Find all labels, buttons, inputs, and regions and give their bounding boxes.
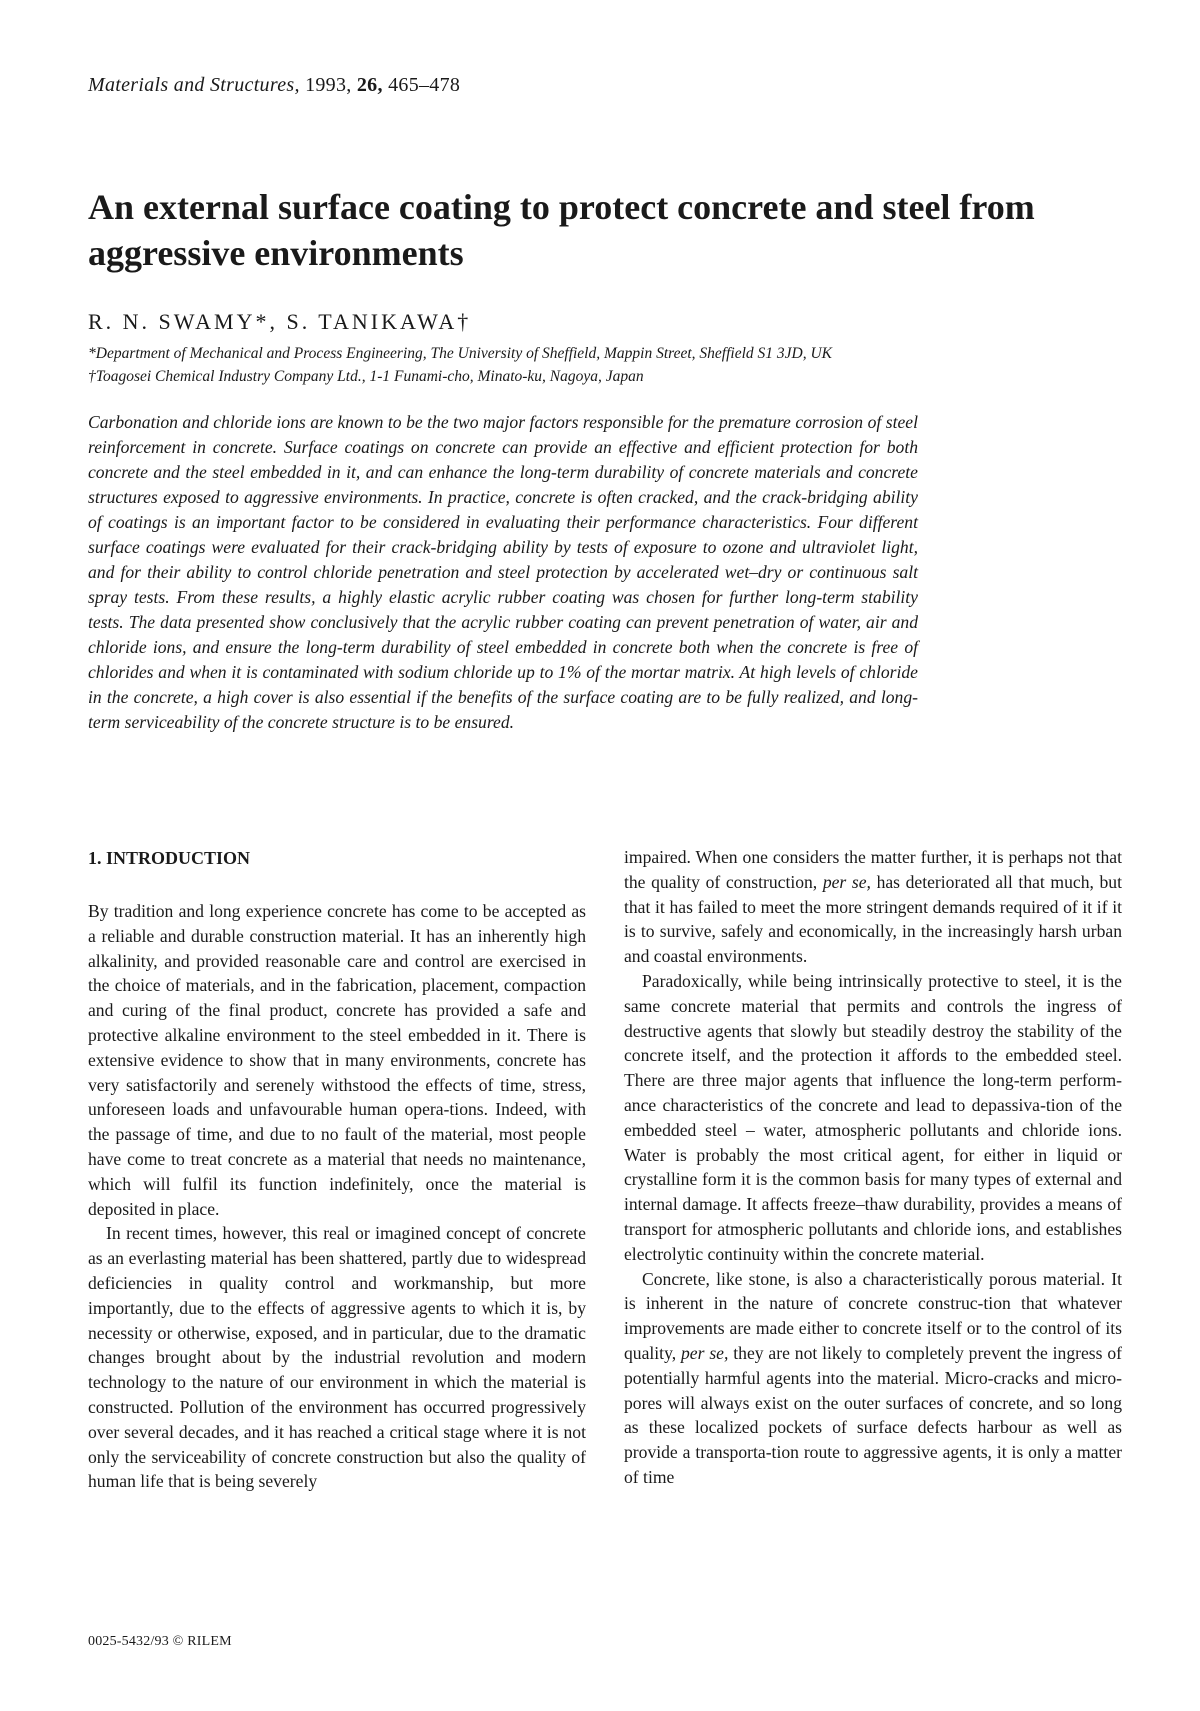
right-column (624, 845, 1122, 1490)
paragraph-text: has deteriorated all that much, but that it has failed to meet the more stringent demands required of it if it is to survive, safely and economically, in the increasingly harsh urban and coastal environments. (624, 871, 1122, 967)
emphasis-text: per se, (681, 1342, 729, 1363)
left-column (88, 899, 586, 1494)
body-paragraph: Paradoxically, while being intrinsically protective to steel, it is the same concrete material that permits and controls the ingress of destructive agents that slowly but steadily destroy the stability of the concrete itself, and the protection it affords to the embedded steel. There are three major agents that influence the long-term perform-ance characteristics of the concrete and lead to depassiva-tion of the embedded steel – water, atmospheric pollutants and chloride ions. Water is probably the most critical agent, for either in liquid or crystalline form it is the common basis for many types of external and internal damage. It affects freeze–thaw durability, provides a means of transport for atmospheric pollutants and chloride ions, and establishes electrolytic continuity within the concrete material. (624, 970, 1122, 1264)
emphasis-text: per se, (822, 871, 871, 892)
paragraph-text: they are not likely to completely prevent the ingress of potentially harmful agents into the material. Micro-cracks and micro-pores will always exist on the outer surfaces of concrete, and so long as these localized pockets of surface defects harbour as well as provide a transporta-tion route to aggressive agents, it is only a matter of time (624, 1342, 1122, 1487)
journal-name: Materials and Structures, (88, 74, 300, 96)
abstract: Carbonation and chloride ions are known to be the two major factors responsible for the premature corrosion of steel reinforcement in concrete. Surface coatings on concrete can provide an effective and efficient protection for both concrete and the steel embedded in it, and can enhance the long-term durability of concrete materials and concrete structures exposed to aggressive environments. In practice, concrete is often cracked, and the crack-bridging ability of coatings is an important factor to be considered in evaluating their performance characteristics. Four different surface coatings were evaluated for their crack-bridging ability by tests of exposure to ozone and ultraviolet light, and for their ability to control chloride penetration and steel protection by accelerated wet–dry or continuous salt spray tests. From these results, a highly elastic acrylic rubber coating was chosen for further long-term stability tests. The data presented show conclusively that the acrylic rubber coating can prevent penetration of water, air and chloride ions, and ensure the long-term durability of steel embedded in concrete both when the concrete is free of chlorides and when it is contaminated with sodium chloride up to 1% of the mortar matrix. At high levels of chloride in the concrete, a high cover is also essential if the benefits of the surface coating are to be fully realized, and long-term serviceability of the concrete structure is to be ensured. (88, 412, 918, 732)
journal-volume: 26, (356, 74, 383, 96)
footer-code: 0025-5432/93 © RILEM (88, 1634, 232, 1649)
body-paragraph (624, 1267, 1122, 1490)
section-heading: 1. INTRODUCTION (88, 848, 251, 868)
paragraph-text: impaired. When one considers the matter further, it is perhaps not that the quality of construction, (624, 847, 1122, 892)
body-paragraph: In recent times, however, this real or imagined concept of concrete as an everlasting material has been shattered, partly due to widespread deficiencies in quality control and workmanship, but more importantly, due to the effects of aggressive agents to which it is, by necessity or otherwise, exposed, and in particular, due to the dramatic changes brought about by the industrial revolution and modern technology to the nature of our environment in which the material is constructed. Pollution of the environment has occurred progressively over several decades, and it has reached a critical stage where it is not only the serviceability of concrete construction but also the quality of human life that is being severely (88, 1223, 586, 1492)
paragraph-text: Concrete, like stone, is also a characteristically porous material. It is inherent in the nature of concrete construc-tion that whatever improvements are made either to concrete itself or to the control of its quality, (624, 1268, 1122, 1363)
affiliation-sheffield: *Department of Mechanical and Process Engineering, The University of Sheffield, Mappin Street, Sheffield S1 3JD, UK (88, 345, 832, 362)
article-authors: R. N. SWAMY*, S. TANIKAWA† (88, 309, 472, 334)
journal-citation (88, 74, 460, 97)
body-paragraph: By tradition and long experience concrete has come to be accepted as a reliable and durable construction material. It has an inherently high alkalinity, and provided reasonable care and control are exercised in the choice of materials, and in the fabrication, placement, compaction and curing of the final product, concrete has provided a safe and protective alkaline environment to the steel embedded in it. There is extensive evidence to show that in many environments, concrete has very satisfactorily and serenely withstood the effects of time, stress, unforeseen loads and unfavourable human opera-tions. Indeed, with the passage of time, and due to no fault of the material, most people have come to treat concrete as a material that needs no maintenance, which will fulfil its function indefinitely, once the material is deposited in place. (88, 901, 586, 1219)
affiliation-toagosei: †Toagosei Chemical Industry Company Ltd., 1-1 Funami-cho, Minato-ku, Nagoya, Japan (88, 368, 644, 385)
article-title: An external surface coating to protect concrete and steel from aggressive environments (88, 187, 1035, 273)
body-paragraph (624, 845, 1122, 969)
journal-pages: 465–478 (388, 74, 461, 96)
journal-year: 1993, (305, 74, 352, 96)
